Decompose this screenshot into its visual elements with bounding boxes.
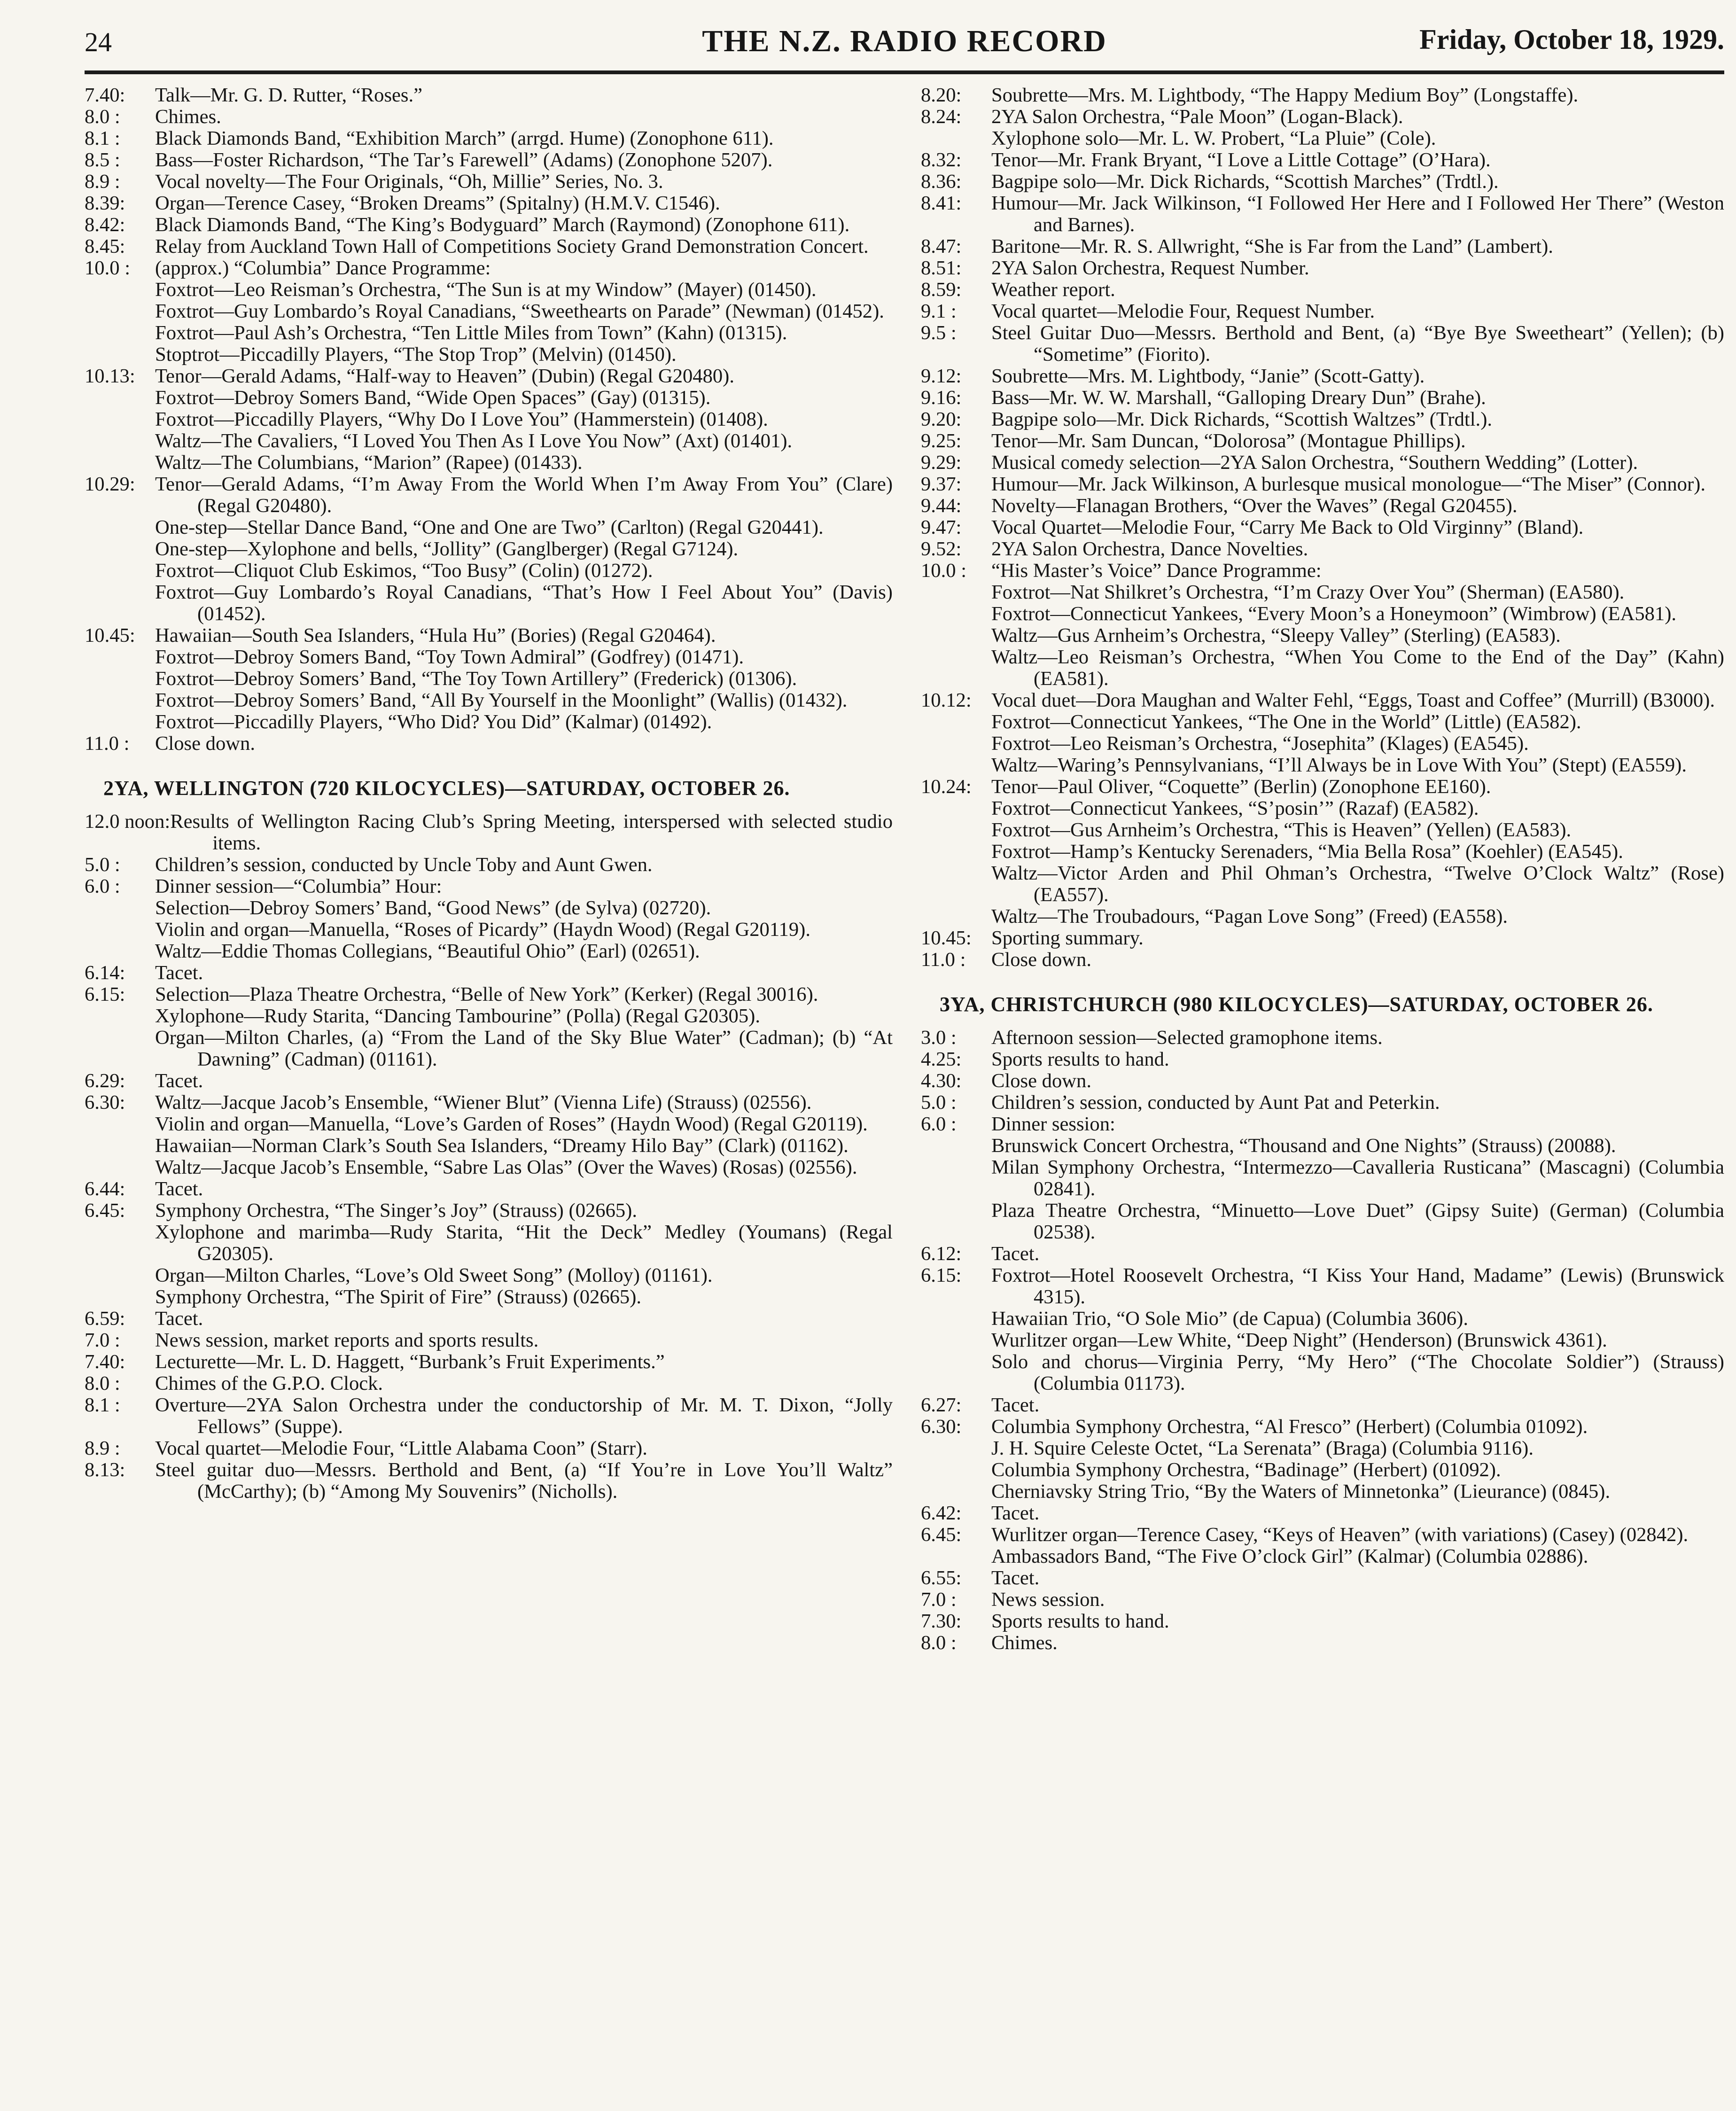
program-item: Vocal Quartet—Melodie Four, “Carry Me Back to Old Virginny” (Bland). (991, 516, 1584, 538)
program-item: Bass—Foster Richardson, “The Tar’s Farewell” (Adams) (Zonophone 5207). (155, 149, 773, 171)
program-time: 9.16: (921, 387, 962, 409)
program-entry (921, 85, 1724, 106)
program-time: 6.44: (85, 1178, 125, 1200)
program-subitem: Foxtrot—Guy Lombardo’s Royal Canadians, “That’s How I Feel About You” (Davis) (01452). (155, 581, 893, 625)
program-entry (85, 1373, 893, 1394)
program-time: 9.12: (921, 365, 962, 387)
program-subitem: Symphony Orchestra, “The Spirit of Fire” (Strauss) (02665). (155, 1286, 642, 1308)
program-subitem: Foxtrot—Cliquot Club Eskimos, “Too Busy” (Colin) (01272). (155, 560, 653, 582)
program-time: 8.5 : (85, 149, 120, 171)
program-subitem: Foxtrot—Connecticut Yankees, “S’posin’” (Razaf) (EA582). (991, 797, 1479, 819)
program-time: 4.25: (921, 1048, 962, 1070)
program-subitem: Hawaiian—Norman Clark’s South Sea Islanders, “Dreamy Hilo Bay” (Clark) (01162). (155, 1135, 849, 1157)
program-entry (921, 474, 1724, 495)
program-entry (85, 171, 893, 193)
program-subitem: Waltz—The Columbians, “Marion” (Rapee) (01433). (155, 452, 583, 474)
program-subitem: Foxtrot—Debroy Somers’ Band, “The Toy Town Artillery” (Frederick) (01306). (155, 668, 797, 690)
program-time: 10.45: (85, 624, 135, 647)
program-item: (approx.) “Columbia” Dance Programme: (155, 257, 491, 279)
program-item: News session, market reports and sports results. (155, 1329, 539, 1351)
program-time: 9.20: (921, 408, 962, 430)
program-time: 8.1 : (85, 127, 120, 149)
program-item: Tacet. (155, 1308, 203, 1330)
program-subitem: Foxtrot—Guy Lombardo’s Royal Canadians, “Sweethearts on Parade” (Newman) (01452). (155, 300, 884, 322)
program-subitem: Selection—Debroy Somers’ Band, “Good News” (de Sylva) (02720). (155, 897, 711, 919)
program-time: 10.45: (921, 927, 972, 949)
page-header (85, 20, 1724, 71)
program-item: Children’s session, conducted by Uncle Toby and Aunt Gwen. (155, 854, 653, 876)
issue-date: Friday, October 18, 1929. (1419, 24, 1724, 55)
header-rule (85, 70, 1724, 74)
program-item: Results of Wellington Racing Club’s Spring Meeting, interspersed with selected studio items. (170, 810, 893, 854)
program-entry (921, 322, 1724, 366)
program-subitem: One-step—Stellar Dance Band, “One and One are Two” (Carlton) (Regal G20441). (155, 516, 824, 538)
program-subitem: Hawaiian Trio, “O Sole Mio” (de Capua) (Columbia 3606). (991, 1308, 1468, 1330)
program-entry (921, 409, 1724, 430)
program-item: Tacet. (155, 962, 203, 984)
program-time: 5.0 : (85, 854, 120, 876)
masthead-title: THE N.Z. RADIO RECORD (702, 24, 1107, 58)
program-subitem: Waltz—Eddie Thomas Collegians, “Beautiful Ohio” (Earl) (02651). (155, 940, 700, 962)
program-item: Musical comedy selection—2YA Salon Orchestra, “Southern Wedding” (Lotter). (991, 452, 1638, 474)
program-item: Close down. (991, 949, 1091, 971)
program-item: Close down. (155, 732, 255, 755)
program-entry (85, 876, 893, 897)
program-block (921, 85, 1724, 971)
program-item: Symphony Orchestra, “The Singer’s Joy” (Strauss) (02665). (155, 1200, 638, 1222)
program-item: Humour—Mr. Jack Wilkinson, A burlesque musical monologue—“The Miser” (Connor). (991, 473, 1706, 495)
program-item: Humour—Mr. Jack Wilkinson, “I Followed Her Here and I Followed Her There” (Weston and Barnes). (991, 192, 1724, 236)
program-time: 9.37: (921, 473, 962, 495)
program-item: Tacet. (991, 1567, 1040, 1589)
program-subitem: Waltz—Waring’s Pennsylvanians, “I’ll Always be in Love With You” (Stept) (EA559). (991, 754, 1687, 776)
program-subitem: Waltz—Gus Arnheim’s Orchestra, “Sleepy Valley” (Sterling) (EA583). (991, 624, 1561, 647)
program-item: Chimes. (155, 106, 221, 128)
program-time: 10.24: (921, 776, 972, 798)
program-item: Tacet. (991, 1502, 1040, 1524)
program-entry (85, 85, 893, 106)
program-subitem: Foxtrot—Leo Reisman’s Orchestra, “Josephita” (Klages) (EA545). (991, 732, 1529, 755)
program-entry (85, 984, 893, 1005)
program-subitem: Foxtrot—Paul Ash’s Orchestra, “Ten Little Miles from Town” (Kahn) (01315). (155, 322, 787, 344)
program-time: 10.0 : (85, 257, 131, 279)
program-entry (921, 236, 1724, 257)
program-entry (85, 1459, 893, 1503)
program-time: 8.1 : (85, 1394, 120, 1416)
program-entry (921, 301, 1724, 322)
program-time: 9.44: (921, 495, 962, 517)
program-item: Afternoon session—Selected gramophone items. (991, 1027, 1383, 1049)
program-item: Baritone—Mr. R. S. Allwright, “She is Far from the Land” (Lambert). (991, 235, 1553, 257)
program-entry (85, 811, 893, 854)
program-time: 8.42: (85, 214, 125, 236)
program-subitem: Waltz—Leo Reisman’s Orchestra, “When You Come to the End of the Day” (Kahn) (EA581). (991, 646, 1724, 690)
program-time: 10.13: (85, 365, 135, 387)
program-subitem: Violin and organ—Manuella, “Roses of Picardy” (Haydn Wood) (Regal G20119). (155, 919, 810, 941)
program-entry (85, 1330, 893, 1351)
program-time: 4.30: (921, 1070, 962, 1092)
program-item: 2YA Salon Orchestra, “Pale Moon” (Logan-Black). (991, 106, 1403, 128)
program-item: Tenor—Mr. Frank Bryant, “I Love a Little Cottage” (O’Hara). (991, 149, 1491, 171)
program-time: 8.47: (921, 235, 962, 257)
program-time: 10.0 : (921, 560, 967, 582)
program-subitem: Plaza Theatre Orchestra, “Minuetto—Love Duet” (Gipsy Suite) (German) (Columbia 02538). (991, 1200, 1724, 1243)
program-item: Vocal novelty—The Four Originals, “Oh, Millie” Series, No. 3. (155, 171, 663, 193)
program-item: Tenor—Gerald Adams, “Half-way to Heaven” (Dubin) (Regal G20480). (155, 365, 735, 387)
program-time: 8.0 : (921, 1632, 957, 1654)
program-entry (85, 366, 893, 387)
program-entry (921, 1092, 1724, 1114)
program-item: Dinner session—“Columbia” Hour: (155, 875, 442, 897)
program-item: 2YA Salon Orchestra, Request Number. (991, 257, 1309, 279)
program-entry (85, 128, 893, 149)
program-time: 7.40: (85, 84, 125, 106)
program-time: 8.9 : (85, 1437, 120, 1459)
program-entry (85, 1092, 893, 1114)
program-item: Tenor—Mr. Sam Duncan, “Dolorosa” (Montague Phillips). (991, 430, 1466, 452)
program-time: 6.30: (85, 1091, 125, 1114)
program-entry (921, 1589, 1724, 1611)
program-entry (85, 1308, 893, 1330)
program-item: Steel Guitar Duo—Messrs. Berthold and Bent, (a) “Bye Bye Sweetheart” (Yellen); (b) “Sometime” (Fiorito). (991, 322, 1724, 366)
program-subitem: Foxtrot—Debroy Somers’ Band, “All By Yourself in the Moonlight” (Wallis) (01432). (155, 689, 848, 711)
program-item: Black Diamonds Band, “The King’s Bodyguard” March (Raymond) (Zonophone 611). (155, 214, 850, 236)
program-entry (921, 538, 1724, 560)
program-item: Hawaiian—South Sea Islanders, “Hula Hu” (Bories) (Regal G20464). (155, 624, 716, 647)
program-entry (921, 366, 1724, 387)
program-subitem: Cherniavsky String Trio, “By the Waters of Minnetonka” (Lieurance) (0845). (991, 1480, 1611, 1503)
program-entry (921, 1524, 1724, 1546)
program-subitem: Xylophone—Rudy Starita, “Dancing Tambourine” (Polla) (Regal G20305). (155, 1005, 760, 1027)
program-subitem: Brunswick Concert Orchestra, “Thousand and One Nights” (Strauss) (20088). (991, 1135, 1616, 1157)
program-entry (85, 1394, 893, 1438)
program-time: 6.0 : (921, 1113, 957, 1135)
program-time: 9.5 : (921, 322, 957, 344)
program-time: 11.0 : (921, 949, 966, 971)
program-item: Tenor—Paul Oliver, “Coquette” (Berlin) (Zonophone EE160). (991, 776, 1491, 798)
program-item: Novelty—Flanagan Brothers, “Over the Waves” (Regal G20455). (991, 495, 1518, 517)
program-item: Wurlitzer organ—Terence Casey, “Keys of Heaven” (with variations) (Casey) (02842). (991, 1524, 1689, 1546)
program-entry (921, 452, 1724, 474)
program-subitem: Xylophone solo—Mr. L. W. Probert, “La Pluie” (Cole). (991, 127, 1436, 149)
program-time: 6.45: (921, 1524, 962, 1546)
program-item: Chimes of the G.P.O. Clock. (155, 1372, 383, 1394)
program-entry (921, 387, 1724, 409)
program-time: 11.0 : (85, 732, 130, 755)
program-time: 6.0 : (85, 875, 120, 897)
program-time: 6.42: (921, 1502, 962, 1524)
program-item: 2YA Salon Orchestra, Dance Novelties. (991, 538, 1308, 560)
program-subitem: Foxtrot—Debroy Somers Band, “Toy Town Admiral” (Godfrey) (01471). (155, 646, 744, 668)
program-entry (921, 927, 1724, 949)
program-item: Talk—Mr. G. D. Rutter, “Roses.” (155, 84, 423, 106)
program-subitem: Columbia Symphony Orchestra, “Badinage” (Herbert) (01092). (991, 1459, 1501, 1481)
program-time: 8.45: (85, 235, 125, 257)
program-subitem: Foxtrot—Connecticut Yankees, “Every Moon’s a Honeymoon” (Wimbrow) (EA581). (991, 603, 1677, 625)
program-time: 10.12: (921, 689, 972, 711)
program-item: Vocal quartet—Melodie Four, Request Number. (991, 300, 1375, 322)
program-subitem: Violin and organ—Manuella, “Love’s Garden of Roses” (Haydn Wood) (Regal G20119). (155, 1113, 868, 1135)
program-entry (921, 1503, 1724, 1524)
section-heading: 3YA, CHRISTCHURCH (980 KILOCYCLES)—SATURDAY, OCTOBER 26. (940, 993, 1653, 1016)
program-time: 6.59: (85, 1308, 125, 1330)
program-time: 9.29: (921, 452, 962, 474)
program-entry (921, 193, 1724, 236)
program-entry (921, 1049, 1724, 1070)
program-subitem: Waltz—The Cavaliers, “I Loved You Then As I Love You Now” (Axt) (01401). (155, 430, 793, 452)
program-item: Sporting summary. (991, 927, 1144, 949)
program-entry (85, 214, 893, 236)
program-time: 8.24: (921, 106, 962, 128)
program-block (85, 85, 893, 755)
program-time: 6.14: (85, 962, 125, 984)
program-subitem: Stoptrot—Piccadilly Players, “The Stop Trop” (Melvin) (01450). (155, 343, 677, 366)
program-subitem: Foxtrot—Nat Shilkret’s Orchestra, “I’m Crazy Over You” (Sherman) (EA580). (991, 581, 1625, 603)
program-subitem: Foxtrot—Connecticut Yankees, “The One in the World” (Little) (EA582). (991, 711, 1581, 733)
program-subitem: Waltz—Victor Arden and Phil Ohman’s Orchestra, “Twelve O’Clock Waltz” (Rose) (EA557). (991, 862, 1724, 906)
program-time: 6.29: (85, 1070, 125, 1092)
program-time: 12.0 noon: (85, 810, 171, 833)
program-entry (921, 1265, 1724, 1308)
program-time: 8.51: (921, 257, 962, 279)
program-subitem: Ambassadors Band, “The Five O’clock Girl” (Kalmar) (Columbia 02886). (991, 1545, 1588, 1567)
program-time: 7.40: (85, 1351, 125, 1373)
program-time: 6.55: (921, 1567, 962, 1589)
program-item: Steel guitar duo—Messrs. Berthold and Bent, (a) “If You’re in Love You’ll Waltz” (McCarthy); (b) “Among My Souvenirs” (Nicholls). (155, 1459, 893, 1503)
program-entry (85, 106, 893, 128)
program-entry (921, 171, 1724, 193)
program-block (921, 1027, 1724, 1654)
program-time: 8.0 : (85, 1372, 120, 1394)
section-heading: 2YA, WELLINGTON (720 KILOCYCLES)—SATURDAY, OCTOBER 26. (103, 777, 790, 800)
program-item: Dinner session: (991, 1113, 1115, 1135)
program-entry (921, 430, 1724, 452)
program-time: 8.59: (921, 279, 962, 301)
program-item: Black Diamonds Band, “Exhibition March” (arrgd. Hume) (Zonophone 611). (155, 127, 774, 149)
program-subitem: One-step—Xylophone and bells, “Jollity” (Ganglberger) (Regal G7124). (155, 538, 739, 560)
left-column (85, 85, 893, 1503)
program-item: Relay from Auckland Town Hall of Competitions Society Grand Demonstration Concert. (155, 235, 869, 257)
program-entry (921, 517, 1724, 538)
program-item: News session. (991, 1589, 1105, 1611)
program-time: 9.47: (921, 516, 962, 538)
program-item: Close down. (991, 1070, 1091, 1092)
program-subitem: Foxtrot—Hamp’s Kentucky Serenaders, “Mia Bella Rosa” (Koehler) (EA545). (991, 841, 1623, 863)
program-entry (921, 949, 1724, 971)
program-time: 6.15: (85, 983, 125, 1005)
program-entry (921, 1070, 1724, 1092)
program-time: 6.12: (921, 1243, 962, 1265)
program-subitem: J. H. Squire Celeste Octet, “La Serenata” (Braga) (Columbia 9116). (991, 1437, 1534, 1459)
right-column (921, 85, 1724, 1654)
program-subitem: Wurlitzer organ—Lew White, “Deep Night” (Henderson) (Brunswick 4361). (991, 1329, 1607, 1351)
program-entry (921, 149, 1724, 171)
program-entry (85, 193, 893, 214)
program-time: 8.0 : (85, 106, 120, 128)
program-entry (921, 495, 1724, 517)
program-subitem: Organ—Milton Charles, (a) “From the Land of the Sky Blue Water” (Cadman); (b) “At Dawning” (Cadman) (01161). (155, 1027, 893, 1070)
program-time: 8.36: (921, 171, 962, 193)
program-time: 8.13: (85, 1459, 125, 1481)
program-item: Tacet. (155, 1070, 203, 1092)
program-entry (921, 776, 1724, 798)
program-time: 6.15: (921, 1264, 962, 1286)
program-item: Tenor—Gerald Adams, “I’m Away From the World When I’m Away From You” (Clare) (Regal G20480). (155, 473, 893, 517)
program-time: 8.9 : (85, 171, 120, 193)
program-entry (921, 257, 1724, 279)
program-entry (85, 1070, 893, 1092)
program-item: “His Master’s Voice” Dance Programme: (991, 560, 1322, 582)
program-item: Bass—Mr. W. W. Marshall, “Galloping Dreary Dun” (Brahe). (991, 387, 1486, 409)
program-time: 8.20: (921, 84, 962, 106)
program-subitem: Foxtrot—Leo Reisman’s Orchestra, “The Sun is at my Window” (Mayer) (01450). (155, 279, 817, 301)
program-item: Overture—2YA Salon Orchestra under the conductorship of Mr. M. T. Dixon, “Jolly Fellows” (Suppe). (155, 1394, 893, 1438)
page-number: 24 (85, 27, 112, 57)
program-entry (85, 625, 893, 647)
program-item: Bagpipe solo—Mr. Dick Richards, “Scottish Waltzes” (Trdtl.). (991, 408, 1493, 430)
program-entry (921, 106, 1724, 128)
program-block (85, 811, 893, 1503)
program-time: 7.30: (921, 1610, 962, 1632)
program-item: Sports results to hand. (991, 1610, 1169, 1632)
program-time: 10.29: (85, 473, 135, 495)
program-entry (921, 1027, 1724, 1049)
program-entry (921, 1114, 1724, 1135)
program-time: 9.25: (921, 430, 962, 452)
program-item: Lecturette—Mr. L. D. Haggett, “Burbank’s Fruit Experiments.” (155, 1351, 665, 1373)
program-item: Foxtrot—Hotel Roosevelt Orchestra, “I Kiss Your Hand, Madame” (Lewis) (Brunswick 4315). (991, 1264, 1724, 1308)
program-item: Sports results to hand. (991, 1048, 1169, 1070)
program-entry (921, 1611, 1724, 1632)
program-subitem: Foxtrot—Gus Arnheim’s Orchestra, “This is Heaven” (Yellen) (EA583). (991, 819, 1572, 841)
program-time: 7.0 : (921, 1589, 957, 1611)
program-entry (85, 1351, 893, 1373)
program-subitem: Xylophone and marimba—Rudy Starita, “Hit the Deck” Medley (Youmans) (Regal G20305). (155, 1221, 893, 1265)
program-entry (921, 1567, 1724, 1589)
program-item: Soubrette—Mrs. M. Lightbody, “Janie” (Scott-Gatty). (991, 365, 1425, 387)
program-time: 3.0 : (921, 1027, 957, 1049)
program-entry (921, 1394, 1724, 1416)
program-time: 6.27: (921, 1394, 962, 1416)
program-entry (85, 1178, 893, 1200)
program-entry (921, 1416, 1724, 1438)
program-time: 7.0 : (85, 1329, 120, 1351)
program-item: Children’s session, conducted by Aunt Pat and Peterkin. (991, 1091, 1440, 1114)
program-entry (85, 962, 893, 984)
program-time: 8.39: (85, 192, 125, 214)
program-subitem: Foxtrot—Debroy Somers Band, “Wide Open Spaces” (Gay) (01315). (155, 387, 711, 409)
program-item: Vocal quartet—Melodie Four, “Little Alabama Coon” (Starr). (155, 1437, 647, 1459)
program-subitem: Solo and chorus—Virginia Perry, “My Hero” (“The Chocolate Soldier”) (Strauss) (Columbia 01173). (991, 1351, 1724, 1394)
program-entry (85, 1438, 893, 1459)
program-time: 8.41: (921, 192, 962, 214)
program-entry (921, 279, 1724, 301)
program-item: Chimes. (991, 1632, 1058, 1654)
program-entry (85, 733, 893, 755)
program-entry (85, 236, 893, 257)
program-subitem: Foxtrot—Piccadilly Players, “Who Did? You Did” (Kalmar) (01492). (155, 711, 712, 733)
program-item: Tacet. (155, 1178, 203, 1200)
program-subitem: Organ—Milton Charles, “Love’s Old Sweet Song” (Molloy) (01161). (155, 1264, 713, 1286)
program-time: 9.52: (921, 538, 962, 560)
program-subitem: Foxtrot—Piccadilly Players, “Why Do I Love You” (Hammerstein) (01408). (155, 408, 768, 430)
program-time: 5.0 : (921, 1091, 957, 1114)
program-item: Bagpipe solo—Mr. Dick Richards, “Scottish Marches” (Trdtl.). (991, 171, 1499, 193)
program-item: Tacet. (991, 1394, 1040, 1416)
program-entry (85, 1200, 893, 1222)
program-item: Soubrette—Mrs. M. Lightbody, “The Happy Medium Boy” (Longstaffe). (991, 84, 1579, 106)
program-time: 6.30: (921, 1416, 962, 1438)
program-subitem: Waltz—The Troubadours, “Pagan Love Song” (Freed) (EA558). (991, 905, 1508, 927)
program-item: Weather report. (991, 279, 1115, 301)
program-item: Waltz—Jacque Jacob’s Ensemble, “Wiener Blut” (Vienna Life) (Strauss) (02556). (155, 1091, 812, 1114)
program-item: Vocal duet—Dora Maughan and Walter Fehl, “Eggs, Toast and Coffee” (Murrill) (B3000). (991, 689, 1715, 711)
program-subitem: Milan Symphony Orchestra, “Intermezzo—Cavalleria Rusticana” (Mascagni) (Columbia 02841). (991, 1156, 1724, 1200)
program-entry (921, 1243, 1724, 1265)
program-item: Tacet. (991, 1243, 1040, 1265)
program-item: Selection—Plaza Theatre Orchestra, “Belle of New York” (Kerker) (Regal 30016). (155, 983, 818, 1005)
program-time: 8.32: (921, 149, 962, 171)
program-item: Columbia Symphony Orchestra, “Al Fresco” (Herbert) (Columbia 01092). (991, 1416, 1588, 1438)
program-subitem: Waltz—Jacque Jacob’s Ensemble, “Sabre Las Olas” (Over the Waves) (Rosas) (02556). (155, 1156, 857, 1178)
program-time: 6.45: (85, 1200, 125, 1222)
program-entry (85, 149, 893, 171)
program-entry (85, 854, 893, 876)
program-entry (921, 690, 1724, 711)
program-item: Organ—Terence Casey, “Broken Dreams” (Spitalny) (H.M.V. C1546). (155, 192, 720, 214)
program-entry (921, 560, 1724, 582)
program-entry (921, 1632, 1724, 1654)
program-entry (85, 474, 893, 517)
program-entry (85, 257, 893, 279)
program-time: 9.1 : (921, 300, 957, 322)
